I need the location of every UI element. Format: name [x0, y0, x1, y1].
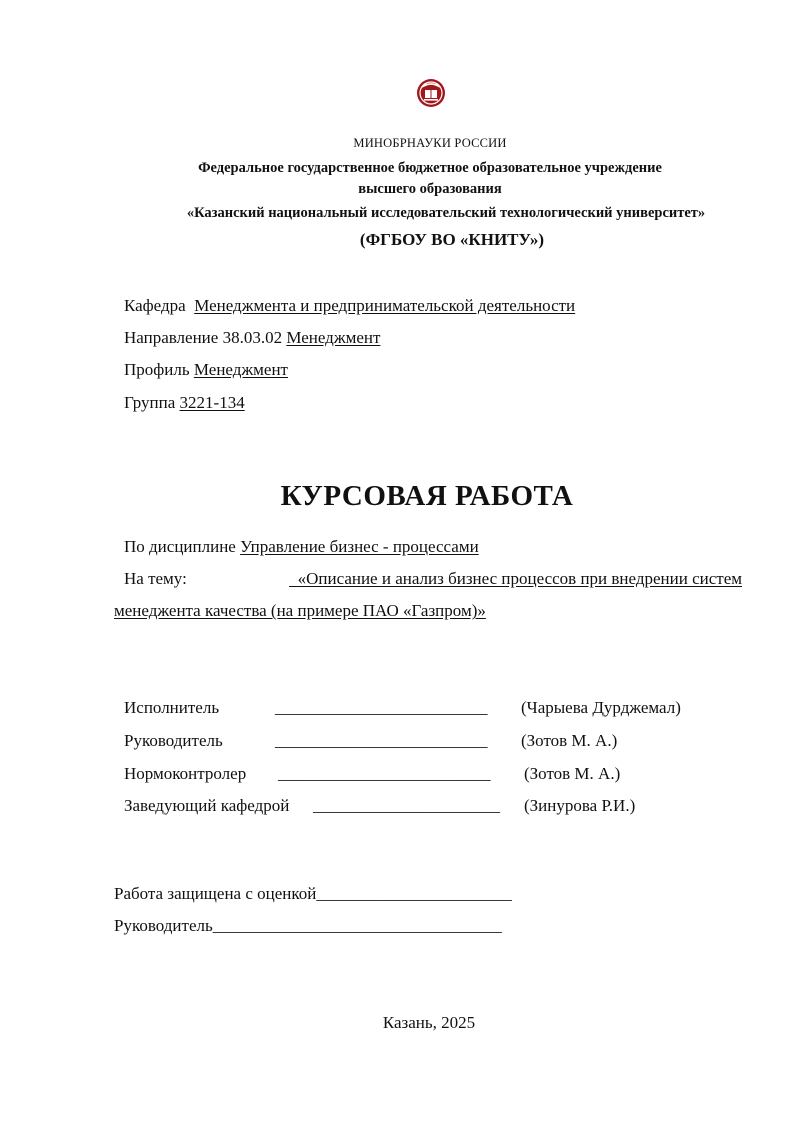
discipline-label: По дисциплине	[124, 537, 236, 556]
department-row	[124, 296, 575, 316]
profile-value: Менеджмент	[193, 360, 288, 379]
city-year: Казань, 2025	[382, 1013, 476, 1032]
defense-supervisor-row	[114, 916, 502, 936]
signature-line: _________________________	[275, 731, 488, 750]
direction-value: Менеджмент	[286, 328, 381, 347]
signature-line: _________________________	[275, 698, 488, 717]
defense-supervisor-line: __________________________________	[212, 916, 502, 935]
theme-value-line-1: «Описание и анализ бизнес процессов при внедрении систем	[297, 569, 742, 588]
institution-line-2: высшего образования	[358, 181, 502, 197]
direction-label: Направление 38.03.02	[124, 328, 283, 347]
document-title: КУРСОВАЯ РАБОТА	[280, 480, 574, 512]
signature-name: (Чарыева Дурджемал)	[521, 698, 681, 717]
signature-role: Руководитель	[124, 731, 223, 750]
group-value: 3221-134	[179, 393, 245, 412]
direction-row	[124, 328, 380, 348]
group-label: Группа	[124, 393, 176, 412]
signature-name: (Зотов М. А.)	[524, 764, 621, 783]
institution-short-name: (ФГБОУ ВО «КНИТУ»)	[359, 230, 545, 249]
defense-grade-line: _______________________	[316, 884, 512, 903]
profile-row	[124, 360, 288, 380]
university-emblem-icon	[416, 78, 446, 108]
department-label: Кафедра	[124, 296, 186, 315]
signature-role: Нормоконтролер	[124, 764, 247, 783]
department-value: Менеджмента и предпринимательской деятельности	[194, 296, 576, 315]
defense-grade-label: Работа защищена с оценкой	[114, 884, 317, 903]
signature-name: (Зотов М. А.)	[521, 731, 618, 750]
signature-line: ______________________	[313, 796, 500, 815]
theme-value-line-2: менеджента качества (на примере ПАО «Газпром)»	[114, 601, 486, 620]
defense-grade-row	[114, 884, 512, 904]
discipline-value: Управление бизнес - процессами	[240, 537, 479, 556]
institution-line-3: «Казанский национальный исследовательский технологический университет»	[186, 205, 706, 221]
signature-role: Заведующий кафедрой	[124, 796, 290, 815]
institution-line-1: Федеральное государственное бюджетное образовательное учреждение	[198, 160, 662, 176]
theme-row	[124, 569, 742, 589]
profile-label: Профиль	[124, 360, 190, 379]
group-row	[124, 393, 245, 413]
signature-role: Исполнитель	[124, 698, 220, 717]
ministry-name: МИНОБРНАУКИ РОССИИ	[353, 136, 507, 150]
discipline-row	[124, 537, 479, 557]
signature-line: _________________________	[278, 764, 491, 783]
theme-label: На тему:	[124, 569, 187, 588]
signature-name: (Зинурова Р.И.)	[524, 796, 636, 815]
defense-supervisor-label: Руководитель	[114, 916, 213, 935]
